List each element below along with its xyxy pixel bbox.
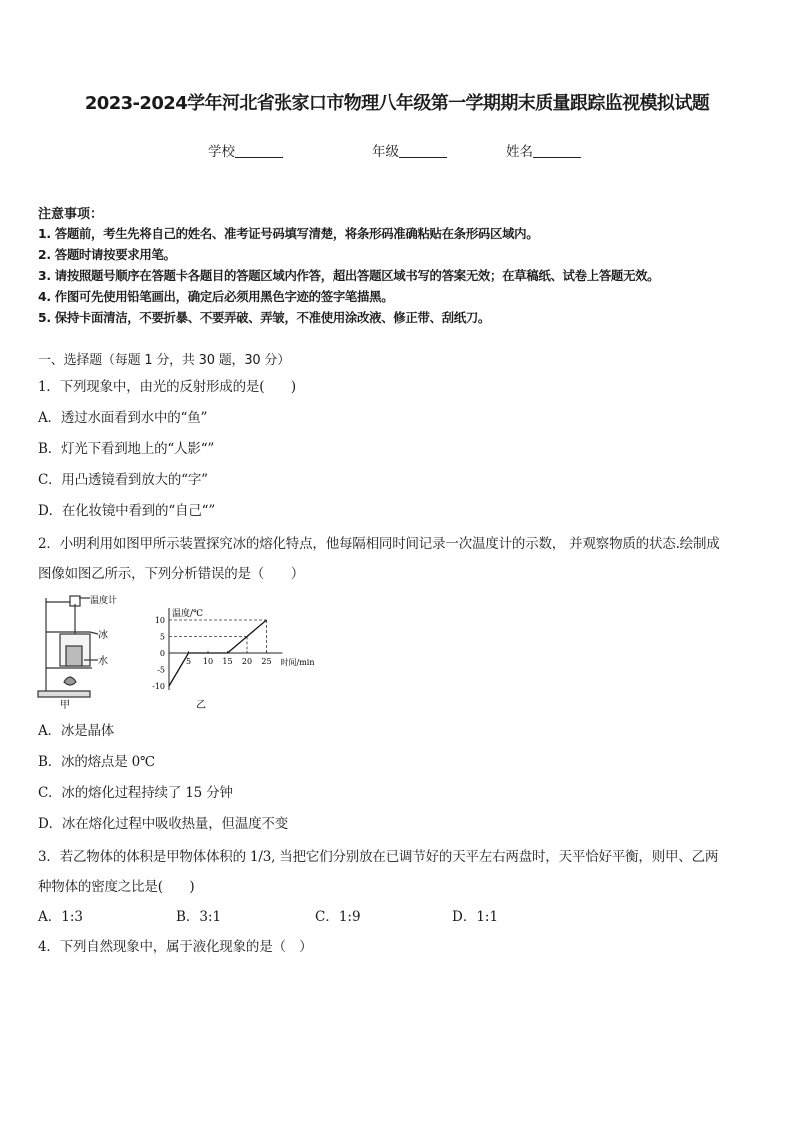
q3-option-d: D．1:1 bbox=[452, 909, 499, 925]
jia-label: 甲 bbox=[60, 700, 70, 711]
apparatus-illustration bbox=[38, 596, 98, 697]
section-heading: 一、选择题（每题 1 分，共 30 题，30 分） bbox=[38, 353, 291, 368]
name-field bbox=[506, 140, 581, 160]
note-item: 2. 答题时请按要求用笔。 bbox=[38, 247, 176, 262]
q2-figure bbox=[36, 590, 315, 711]
q3-option-a: A．1:3 bbox=[38, 909, 83, 925]
y-axis-label: 温度/℃ bbox=[172, 609, 204, 619]
grade-field bbox=[372, 140, 447, 160]
x-tick-label: 20 bbox=[241, 657, 253, 666]
q2-option-a: A．冰是晶体 bbox=[38, 723, 115, 739]
note-item: 1. 答题前，考生先将自己的姓名、准考证号码填写清楚，将条形码准确粘贴在条形码区域内。 bbox=[38, 226, 539, 241]
note-item: 5. 保持卡面清洁，不要折暴、不要弄破、弄皱，不准使用涂改液、修正带、刮纸刀。 bbox=[38, 310, 491, 325]
temperature-chart bbox=[152, 607, 314, 691]
q2-stem-line2: 图像如图乙所示，下列分析错误的是（ ） bbox=[38, 566, 304, 582]
q3-stem-line2: 种物体的密度之比是( ) bbox=[38, 879, 195, 895]
note-item: 4. 作图可先使用铅笔画出，确定后必须用黑色字迹的签字笔描黑。 bbox=[38, 289, 394, 304]
y-tick-label: 5 bbox=[159, 632, 165, 642]
name-blank bbox=[533, 143, 581, 158]
x-tick-label: 15 bbox=[222, 657, 233, 666]
q3-stem-line1: 3．若乙物体的体积是甲物体体积的 1/3, 当把它们分别放在已调节好的天平左右两盘时，天平恰好平衡，则甲、乙两 bbox=[38, 849, 719, 865]
q3-option-b: B．3:1 bbox=[176, 909, 222, 925]
name-label: 姓名 bbox=[506, 144, 533, 160]
q2-stem-line1: 2．小明利用如图甲所示装置探究冰的熔化特点，他每隔相同时间记录一次温度计的示数， 并观察物质的状态.绘制成 bbox=[38, 536, 720, 552]
x-tick-label: 5 bbox=[185, 657, 192, 666]
y-tick-label: 10 bbox=[154, 616, 165, 625]
q1-stem: 1．下列现象中，由光的反射形成的是( ) bbox=[38, 379, 296, 395]
q3-option-c: C．1:9 bbox=[315, 909, 361, 925]
q1-option-d: D．在化妆镜中看到的“自己“” bbox=[38, 503, 216, 519]
x-tick-label: 10 bbox=[202, 657, 214, 666]
ice-label: 冰 bbox=[98, 630, 108, 641]
water-label: 水 bbox=[98, 656, 108, 667]
yi-label: 乙 bbox=[196, 700, 206, 711]
school-label: 学校 bbox=[208, 144, 235, 160]
q2-option-d: D．冰在熔化过程中吸收热量，但温度不变 bbox=[38, 816, 289, 832]
page-title: 2023-2024学年河北省张家口市物理八年级第一学期期末质量跟踪监视模拟试题 bbox=[84, 93, 710, 114]
q2-option-c: C．冰的熔化过程持续了 15 分钟 bbox=[38, 785, 233, 801]
q1-option-a: A．透过水面看到水中的“鱼” bbox=[38, 410, 208, 426]
grade-blank bbox=[399, 143, 447, 158]
q1-option-c: C．用凸透镜看到放大的“字” bbox=[38, 472, 208, 488]
q4-stem: 4．下列自然现象中，属于液化现象的是（ ） bbox=[38, 939, 313, 955]
y-tick-label: -10 bbox=[152, 682, 165, 691]
x-axis-label: 时间/min bbox=[280, 658, 315, 667]
y-tick-label: -5 bbox=[157, 665, 165, 675]
school-field bbox=[208, 140, 283, 160]
notes-heading: 注意事项： bbox=[38, 207, 104, 222]
school-blank bbox=[235, 143, 283, 158]
note-item: 3. 请按照题号顺序在答题卡各题目的答题区域内作答，超出答题区域书写的答案无效；在草稿纸、试卷上答题无效。 bbox=[38, 268, 660, 283]
thermometer-label: 温度计 bbox=[90, 596, 118, 606]
grade-label: 年级 bbox=[372, 144, 399, 160]
q1-option-b: B．灯光下看到地上的“人影“” bbox=[38, 441, 215, 457]
q2-option-b: B．冰的熔点是 0℃ bbox=[38, 754, 155, 770]
x-tick-label: 25 bbox=[261, 657, 272, 666]
y-tick-label: 0 bbox=[159, 649, 165, 658]
